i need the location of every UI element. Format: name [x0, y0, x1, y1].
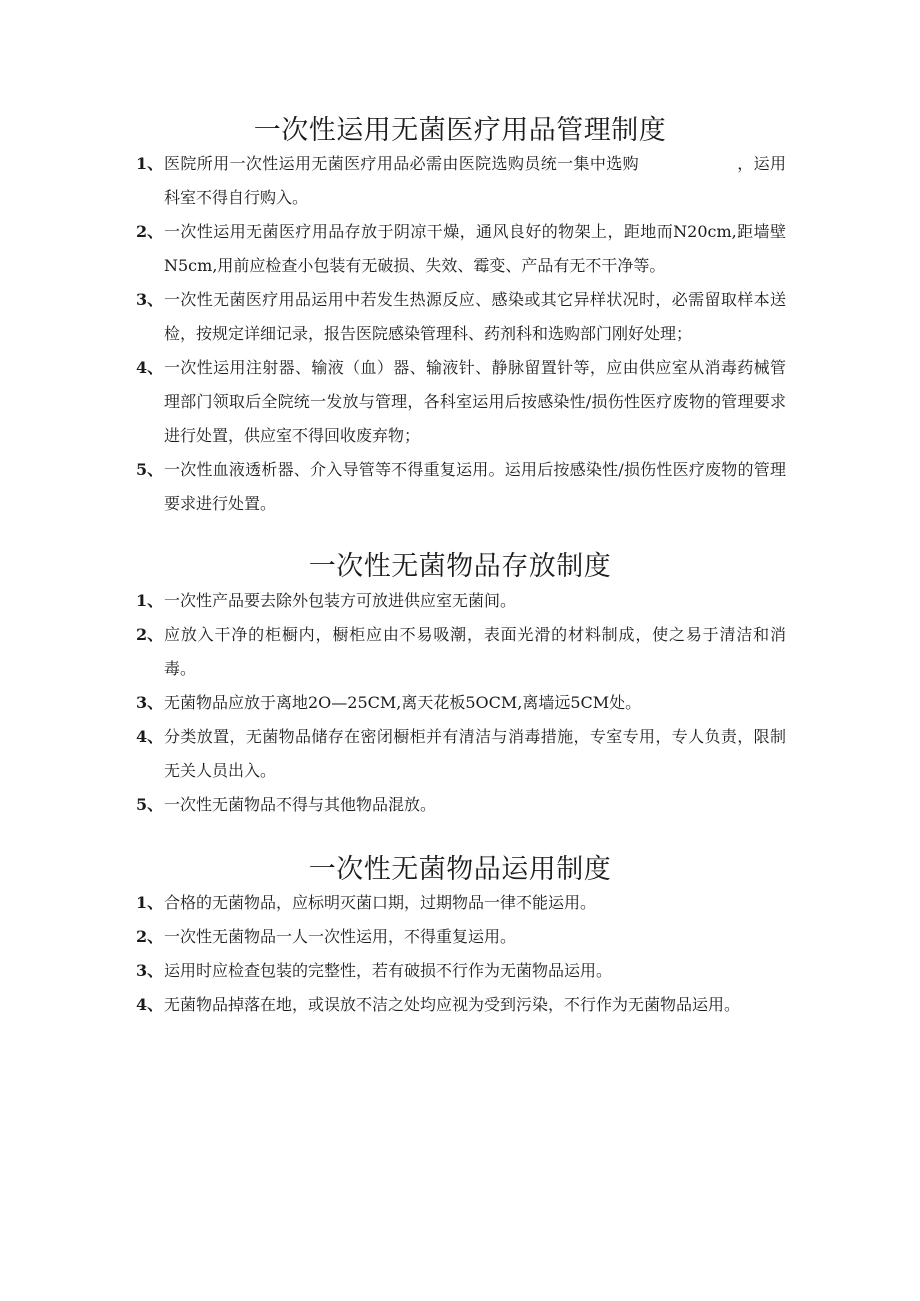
item-number: 5、: [136, 794, 164, 814]
list-item: [136, 351, 786, 453]
section-list-disposable-management: [0, 147, 786, 521]
section-list-sterile-usage: [0, 886, 786, 1022]
list-item: [136, 988, 786, 1022]
item-text: 一次性产品要去除外包装方可放进供应室无菌间。: [164, 590, 517, 610]
item-number: 4、: [136, 358, 164, 378]
item-text: 一次性运用注射器、输液（血）器、输液针、静脉留置针等，应由供应室从消毒药械管理部门领取后全院统一发放与管理，各科室运用后按感染性/损伤性医疗废物的管理要求进行处置，供应室不得回收废弃物；: [164, 358, 786, 446]
item-text: 运用时应检查包装的完整性，若有破损不行作为无菌物品运用。: [164, 961, 613, 981]
list-item: [136, 686, 786, 720]
section-title-sterile-storage: 一次性无菌物品存放制度: [308, 551, 612, 583]
item-text: 一次性无菌医疗用品运用中若发生热源反应、感染或其它异样状况时，必需留取样本送检，按规定详细记录，报告医院感染管理科、药剂科和选购部门刚好处理；: [164, 290, 786, 344]
list-item: [136, 215, 786, 283]
item-number: 1、: [136, 893, 164, 913]
list-item: [136, 453, 786, 521]
list-item: [136, 147, 786, 215]
item-number: 4、: [136, 995, 164, 1015]
section-list-sterile-storage: [0, 584, 786, 822]
item-number: 3、: [136, 290, 164, 310]
item-text: 合格的无菌物品，应标明灭菌口期，过期物品一律不能运用。: [164, 893, 597, 913]
item-text: 应放入干净的柜橱内，橱柜应由不易吸潮，表面光滑的材料制成，使之易于清洁和消毒。: [164, 624, 786, 678]
list-item: [136, 283, 786, 351]
item-text: 医院所用一次性运用无菌医疗用品必需由医院选购员统一集中选购 ，运用科室不得自行购入。: [164, 154, 786, 208]
item-number: 2、: [136, 624, 164, 644]
item-text: 分类放置，无菌物品储存在密闭橱柜并有清洁与消毒措施，专室专用，专人负责，限制无关人员出入。: [164, 726, 786, 780]
list-item: [136, 618, 786, 686]
list-item: [136, 584, 786, 618]
item-text: 一次性无菌物品不得与其他物品混放。: [164, 794, 437, 814]
item-number: 1、: [136, 154, 164, 174]
list-item: [136, 920, 786, 954]
section-title-disposable-management: 一次性运用无菌医疗用品管理制度: [253, 115, 667, 146]
item-number: 2、: [136, 927, 164, 947]
item-number: 3、: [136, 961, 164, 981]
item-text: 一次性血液透析器、介入导管等不得重复运用。运用后按感染性/损伤性医疗废物的管理要求进行处置。: [164, 460, 786, 514]
item-number: 1、: [136, 590, 164, 610]
list-item: [136, 954, 786, 988]
list-item: [136, 720, 786, 788]
item-text: 无菌物品掉落在地，或误放不洁之处均应视为受到污染，不行作为无菌物品运用。: [164, 995, 741, 1015]
item-text: 一次性运用无菌医疗用品存放于阴凉干燥，通风良好的物架上，距地而N20cm,距墙壁N5cm,用前应检查小包装有无破损、失效、霉变、产品有无不干净等。: [164, 222, 786, 276]
item-text: 无菌物品应放于离地2O—25CM,离天花板5OCM,离墙远5CM处。: [164, 692, 642, 712]
section-title-sterile-usage: 一次性无菌物品运用制度: [308, 853, 612, 885]
item-number: 4、: [136, 726, 164, 746]
list-item: [136, 886, 786, 920]
item-text: 一次性无菌物品一人一次性运用，不得重复运用。: [164, 927, 517, 947]
item-number: 2、: [136, 222, 164, 242]
item-number: 3、: [136, 692, 164, 712]
list-item: [136, 788, 786, 822]
item-number: 5、: [136, 460, 164, 480]
